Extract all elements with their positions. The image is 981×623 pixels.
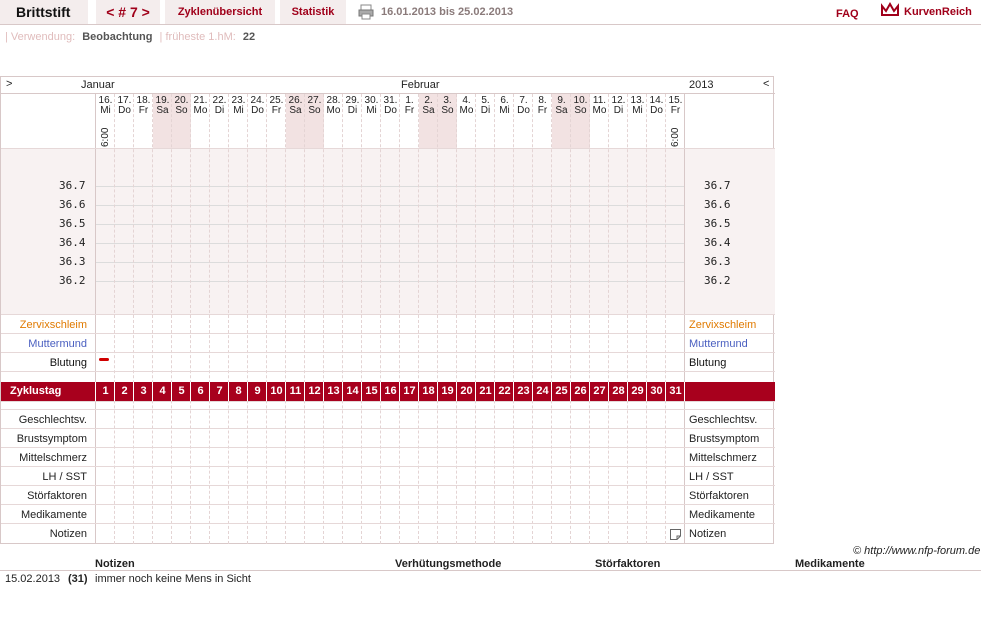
- note-cycle-day: (31): [68, 573, 88, 585]
- day-column-divider: [209, 94, 210, 544]
- cycle-day-divider: [513, 382, 514, 401]
- crown-icon: [880, 2, 900, 18]
- cycle-day-divider: [684, 382, 685, 401]
- day-weekday: Do: [118, 105, 131, 116]
- logo[interactable]: [880, 0, 972, 24]
- day-header-cell: [229, 94, 248, 148]
- day-column-divider: [589, 94, 590, 544]
- measurement-time-label: 6:00: [100, 127, 111, 147]
- day-weekday: Mi: [632, 105, 643, 116]
- cycle-day-number[interactable]: 19: [441, 385, 454, 397]
- row-label-sex: Geschlechtsv.: [18, 414, 87, 426]
- day-column-divider: [133, 94, 134, 544]
- day-number: 2.: [424, 95, 433, 106]
- day-header-cell: [571, 94, 590, 148]
- row-divider: [1, 504, 775, 505]
- cycle-day-number[interactable]: 5: [178, 385, 185, 397]
- day-number: 13.: [630, 95, 645, 106]
- col-medications: Medikamente: [795, 558, 865, 570]
- row-label-mittel-right: Mittelschmerz: [689, 452, 757, 464]
- day-header-cell: [172, 94, 191, 148]
- cycle-day-row: [1, 382, 775, 401]
- temperature-label-right: 36.2: [704, 274, 731, 287]
- day-number: 28.: [326, 95, 341, 106]
- cycle-day-number[interactable]: 17: [403, 385, 416, 397]
- cycle-day-divider: [304, 382, 305, 401]
- cycle-navigator[interactable]: < # 7 >: [96, 0, 160, 24]
- row-label-breast-right: Brustsymptom: [689, 433, 760, 445]
- day-column-divider: [228, 94, 229, 544]
- day-number: 3.: [443, 95, 452, 106]
- month-january: Januar: [81, 79, 115, 91]
- day-column-divider: [627, 94, 628, 544]
- cycle-day-divider: [133, 382, 134, 401]
- day-column-divider: [380, 94, 381, 544]
- day-number: 24.: [250, 95, 265, 106]
- day-header-cell: [495, 94, 514, 148]
- tab-statistics[interactable]: Statistik: [280, 0, 346, 24]
- row-divider: [1, 523, 775, 524]
- row-divider: [1, 428, 775, 429]
- day-number: 16.: [98, 95, 113, 106]
- cycle-day-number[interactable]: 31: [669, 385, 682, 397]
- row-divider: [1, 352, 775, 353]
- cycle-day-divider: [456, 382, 457, 401]
- day-column-divider: [456, 94, 457, 544]
- year-label: 2013: [689, 79, 714, 91]
- day-header-cell: [381, 94, 400, 148]
- temperature-label-left: 36.2: [59, 274, 86, 287]
- day-column-divider: [323, 94, 324, 544]
- cycle-day-divider: [551, 382, 552, 401]
- cycle-day-number[interactable]: 18: [422, 385, 435, 397]
- note-date: 15.02.2013: [5, 573, 61, 585]
- cycle-day-number[interactable]: 25: [555, 385, 568, 397]
- cycle-day-number[interactable]: 26: [574, 385, 587, 397]
- row-label-sex-right: Geschlechtsv.: [689, 414, 758, 426]
- cycle-day-divider: [665, 382, 666, 401]
- cycle-day-number[interactable]: 14: [346, 385, 359, 397]
- row-divider: [1, 148, 775, 149]
- cycle-day-divider: [475, 382, 476, 401]
- row-label-meds-right: Medikamente: [689, 509, 756, 521]
- temperature-label-left: 36.5: [59, 217, 86, 230]
- day-header-cell: [533, 94, 552, 148]
- row-divider: [1, 485, 775, 486]
- day-header-cell: [115, 94, 134, 148]
- tab-cycle-overview[interactable]: Zyklenübersicht: [165, 0, 275, 24]
- day-column-divider: [437, 94, 438, 544]
- day-column-divider: [399, 94, 400, 544]
- cycle-day-number[interactable]: 2: [121, 385, 128, 397]
- day-weekday: So: [574, 105, 587, 116]
- day-number: 30.: [364, 95, 379, 106]
- earliest-value: 22: [242, 31, 256, 43]
- row-divider: [1, 314, 775, 315]
- day-weekday: So: [308, 105, 321, 116]
- cycle-chart: [0, 76, 774, 544]
- cycle-day-number[interactable]: 11: [289, 385, 302, 397]
- day-header-cell: [267, 94, 286, 148]
- day-weekday: Di: [347, 105, 358, 116]
- day-column-divider: [475, 94, 476, 544]
- logo-text: KurvenReich: [904, 6, 972, 18]
- cycle-day-divider: [209, 382, 210, 401]
- month-february: Februar: [401, 79, 440, 91]
- day-weekday: Do: [251, 105, 264, 116]
- cycle-day-number[interactable]: 15: [365, 385, 378, 397]
- top-bar: [0, 0, 981, 25]
- copyright-url[interactable]: © http://www.nfp-forum.de: [853, 545, 981, 557]
- day-weekday: Sa: [422, 105, 435, 116]
- day-weekday: Mo: [326, 105, 341, 116]
- temperature-label-right: 36.6: [704, 198, 731, 211]
- day-header-cell: [343, 94, 362, 148]
- cycle-day-divider: [608, 382, 609, 401]
- cycle-day-number[interactable]: 16: [384, 385, 397, 397]
- row-label-lh-right: LH / SST: [689, 471, 734, 483]
- brand-title: Brittstift: [0, 0, 88, 24]
- cycle-day-divider: [95, 382, 96, 401]
- day-column-divider: [570, 94, 571, 544]
- day-weekday: Mi: [233, 105, 244, 116]
- day-header-cell: [362, 94, 381, 148]
- day-number: 23.: [231, 95, 246, 106]
- day-column-divider: [513, 94, 514, 544]
- day-weekday: Mo: [592, 105, 607, 116]
- cycle-day-number[interactable]: 13: [327, 385, 340, 397]
- cycle-day-divider: [171, 382, 172, 401]
- day-column-divider: [266, 94, 267, 544]
- day-column-divider: [646, 94, 647, 544]
- day-number: 22.: [212, 95, 227, 106]
- faq-link[interactable]: FAQ: [836, 8, 859, 20]
- cycle-day-number[interactable]: 27: [593, 385, 606, 397]
- usage-label: Verwendung:: [10, 31, 76, 43]
- row-label-breast: Brustsymptom: [16, 433, 87, 445]
- day-header-cell: [286, 94, 305, 148]
- day-weekday: Fr: [670, 105, 681, 116]
- row-label-bleeding: Blutung: [49, 357, 87, 369]
- day-weekday: Fr: [404, 105, 415, 116]
- day-number: 7.: [519, 95, 528, 106]
- day-column-divider: [247, 94, 248, 544]
- cycle-day-divider: [627, 382, 628, 401]
- day-header-cell: [438, 94, 457, 148]
- cycle-day-number[interactable]: 28: [612, 385, 625, 397]
- day-weekday: Mi: [366, 105, 377, 116]
- temperature-label-left: 36.4: [59, 236, 86, 249]
- cycle-day-divider: [380, 382, 381, 401]
- cycle-day-divider: [418, 382, 419, 401]
- day-weekday: Fr: [138, 105, 149, 116]
- notes-table-header: [0, 558, 981, 571]
- row-label-bleeding-right: Blutung: [689, 357, 727, 369]
- day-number: 14.: [649, 95, 664, 106]
- day-header-cell: [457, 94, 476, 148]
- temperature-gridline: [95, 224, 685, 225]
- earliest-label: früheste 1.hM:: [165, 31, 236, 43]
- day-column-divider: [665, 94, 666, 544]
- row-label-notes-right: Notizen: [689, 528, 727, 540]
- day-column-divider: [114, 94, 115, 544]
- usage-value: Beobachtung: [82, 31, 153, 43]
- cycle-day-divider: [646, 382, 647, 401]
- day-header-cell: [400, 94, 419, 148]
- temperature-label-left: 36.6: [59, 198, 86, 211]
- cycle-day-number[interactable]: 12: [308, 385, 321, 397]
- cycle-day-divider: [285, 382, 286, 401]
- measurement-time-label: 6:00: [670, 127, 681, 147]
- month-row: [1, 77, 775, 94]
- day-number: 5.: [481, 95, 490, 106]
- col-contraception: Verhütungsmethode: [395, 558, 502, 570]
- day-header-cell: [552, 94, 571, 148]
- cycle-day-divider: [152, 382, 153, 401]
- day-weekday: Sa: [289, 105, 302, 116]
- day-column-divider: [304, 94, 305, 544]
- cycle-day-divider: [361, 382, 362, 401]
- row-label-lh: LH / SST: [42, 471, 87, 483]
- cycle-day-divider: [323, 382, 324, 401]
- day-number: 25.: [269, 95, 284, 106]
- row-label-cervix: Zervixschleim: [19, 319, 87, 331]
- day-weekday: Mi: [499, 105, 510, 116]
- cycle-day-number[interactable]: 6: [197, 385, 204, 397]
- day-number: 4.: [462, 95, 471, 106]
- cycle-day-divider: [266, 382, 267, 401]
- cycle-day-number[interactable]: 3: [140, 385, 147, 397]
- day-weekday: So: [441, 105, 454, 116]
- temperature-label-left: 36.3: [59, 255, 86, 268]
- cycle-day-divider: [570, 382, 571, 401]
- row-label-notes: Notizen: [49, 528, 87, 540]
- day-weekday: Mo: [459, 105, 474, 116]
- day-column-divider: [551, 94, 552, 544]
- day-number: 20.: [174, 95, 189, 106]
- cycle-day-divider: [532, 382, 533, 401]
- day-number: 29.: [345, 95, 360, 106]
- temperature-label-right: 36.7: [704, 179, 731, 192]
- day-header-cell: [647, 94, 666, 148]
- temperature-label-right: 36.5: [704, 217, 731, 230]
- row-label-disturb: Störfaktoren: [27, 490, 87, 502]
- row-divider: [1, 333, 775, 334]
- day-header-cell: [628, 94, 647, 148]
- day-weekday: Mi: [100, 105, 111, 116]
- day-weekday: Sa: [555, 105, 568, 116]
- day-number: 26.: [288, 95, 303, 106]
- row-divider: [1, 466, 775, 467]
- day-header-cell: [191, 94, 210, 148]
- temperature-label-left: 36.7: [59, 179, 86, 192]
- day-number: 9.: [557, 95, 566, 106]
- day-weekday: Di: [214, 105, 225, 116]
- day-header-cell: [324, 94, 343, 148]
- col-notes: Notizen: [95, 558, 135, 570]
- day-column-divider: [532, 94, 533, 544]
- day-column-divider: [190, 94, 191, 544]
- cycle-day-divider: [399, 382, 400, 401]
- day-column-divider: [152, 94, 153, 544]
- day-header-cell: [609, 94, 628, 148]
- cycle-day-divider: [342, 382, 343, 401]
- date-range: 16.01.2013 bis 25.02.2013: [381, 6, 514, 18]
- cycle-day-divider: [589, 382, 590, 401]
- print-icon[interactable]: [358, 0, 374, 24]
- day-number: 19.: [155, 95, 170, 106]
- day-number: 1.: [405, 95, 414, 106]
- day-number: 18.: [136, 95, 151, 106]
- day-header-cell: [514, 94, 533, 148]
- day-header-cell: [590, 94, 609, 148]
- row-label-cervix-right: Zervixschleim: [689, 319, 757, 331]
- cycle-day-divider: [247, 382, 248, 401]
- row-divider: [1, 401, 775, 402]
- cycle-day-label: Zyklustag: [10, 385, 62, 397]
- day-weekday: Do: [384, 105, 397, 116]
- col-disturbances: Störfaktoren: [595, 558, 661, 570]
- info-line: | Verwendung: Beobachtung | früheste 1.hM: 22: [5, 31, 256, 43]
- row-label-meds: Medikamente: [20, 509, 87, 521]
- day-header-cell: [305, 94, 324, 148]
- day-column-divider: [171, 94, 172, 544]
- day-weekday: Di: [480, 105, 491, 116]
- temperature-label-right: 36.4: [704, 236, 731, 249]
- day-header-cell: [153, 94, 172, 148]
- scroll-right-arrow[interactable]: <: [763, 78, 770, 90]
- day-column-divider: [342, 94, 343, 544]
- cycle-day-number[interactable]: 21: [479, 385, 492, 397]
- cycle-day-divider: [190, 382, 191, 401]
- note-text: immer noch keine Mens in Sicht: [95, 573, 251, 585]
- temperature-area: [1, 148, 775, 314]
- day-weekday: So: [175, 105, 188, 116]
- day-number: 10.: [573, 95, 588, 106]
- day-column-divider: [608, 94, 609, 544]
- row-label-mittel: Mittelschmerz: [19, 452, 87, 464]
- cycle-day-number[interactable]: 24: [536, 385, 549, 397]
- row-divider: [1, 447, 775, 448]
- day-column-divider: [361, 94, 362, 544]
- temperature-gridline: [95, 205, 685, 206]
- cycle-day-divider: [437, 382, 438, 401]
- day-number: 8.: [538, 95, 547, 106]
- day-weekday: Sa: [156, 105, 169, 116]
- day-header-cell: [248, 94, 267, 148]
- table-row: [0, 573, 981, 587]
- temperature-gridline: [95, 243, 685, 244]
- day-weekday: Do: [517, 105, 530, 116]
- day-weekday: Fr: [537, 105, 548, 116]
- row-divider: [1, 409, 775, 410]
- day-weekday: Fr: [271, 105, 282, 116]
- day-number: 6.: [500, 95, 509, 106]
- day-header-cell: [419, 94, 438, 148]
- cycle-day-number[interactable]: 9: [254, 385, 261, 397]
- temperature-gridline: [95, 281, 685, 282]
- cycle-day-divider: [114, 382, 115, 401]
- cycle-day-divider: [494, 382, 495, 401]
- day-column-divider: [95, 94, 96, 544]
- cycle-day-number[interactable]: 7: [216, 385, 223, 397]
- bleeding-mark[interactable]: [99, 358, 109, 361]
- day-weekday: Mo: [193, 105, 208, 116]
- day-column-divider: [285, 94, 286, 544]
- day-number: 17.: [117, 95, 132, 106]
- day-header-cell: [134, 94, 153, 148]
- temperature-gridline: [95, 262, 685, 263]
- day-column-divider: [494, 94, 495, 544]
- cycle-day-number[interactable]: 20: [460, 385, 473, 397]
- day-number: 11.: [592, 95, 607, 106]
- cycle-day-number[interactable]: 1: [102, 385, 109, 397]
- day-column-divider: [418, 94, 419, 544]
- cycle-day-number[interactable]: 30: [650, 385, 663, 397]
- note-icon[interactable]: [670, 529, 681, 540]
- row-label-cervix-pos-right: Muttermund: [689, 338, 748, 350]
- row-label-disturb-right: Störfaktoren: [689, 490, 749, 502]
- day-number: 12.: [611, 95, 626, 106]
- day-weekday: Do: [650, 105, 663, 116]
- cycle-day-number[interactable]: 29: [631, 385, 644, 397]
- day-column-divider: [684, 94, 685, 544]
- day-number: 15.: [668, 95, 683, 106]
- cycle-day-number[interactable]: 10: [270, 385, 283, 397]
- temperature-label-right: 36.3: [704, 255, 731, 268]
- row-label-cervix-pos: Muttermund: [28, 338, 87, 350]
- cycle-day-divider: [228, 382, 229, 401]
- day-number: 21.: [193, 95, 208, 106]
- day-number: 27.: [307, 95, 322, 106]
- cycle-day-number[interactable]: 8: [235, 385, 242, 397]
- temperature-gridline: [95, 186, 685, 187]
- day-weekday: Di: [613, 105, 624, 116]
- day-header-cell: [210, 94, 229, 148]
- day-header-cell: [476, 94, 495, 148]
- day-number: 31.: [383, 95, 398, 106]
- cycle-day-number[interactable]: 4: [159, 385, 166, 397]
- scroll-left-arrow[interactable]: >: [6, 78, 13, 90]
- cycle-day-number[interactable]: 22: [498, 385, 511, 397]
- cycle-day-number[interactable]: 23: [517, 385, 530, 397]
- row-divider: [1, 371, 775, 372]
